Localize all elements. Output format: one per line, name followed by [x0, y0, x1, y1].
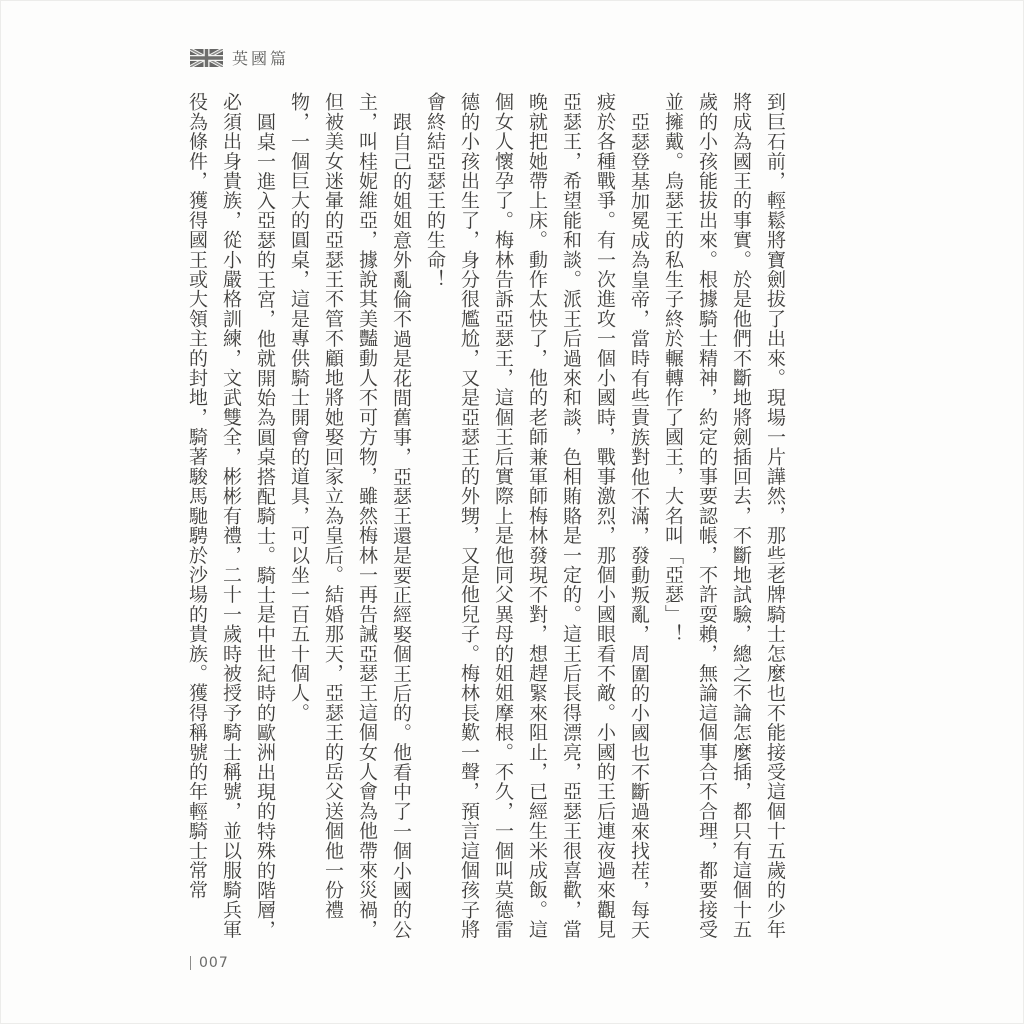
paragraph-guinevere-marriage: 跟自己的姐姐意外亂倫不過是花間舊事，亞瑟王還是要正經娶個王后的。他看中了一個小國的公主，叫桂妮維亞，據說其美豔動人不可方物，雖然梅林一再告誡亞瑟王這個女人會為他帶來災禍，但被美女迷暈的亞瑟王不管不顧地將她娶回家立為皇后。結婚那天，亞瑟王的岳父送個他一份禮物，一個巨大的圓桌，這是專供騎士開會的道具，可以坐一百五十個人。	[288, 92, 412, 940]
paragraph-round-table-knights: 圓桌一進入亞瑟的王宮，他就開始為圓桌搭配騎士。騎士是中世紀時的歐洲出現的特殊的階層，必須出身貴族，從小嚴格訓練，文武雙全，彬彬有禮，二十一歲時被授予騎士稱號，並以服騎兵軍役為條件，獲得國王或大領主的封地，騎著駿馬馳騁於沙場的貴族。獲得稱號的年輕騎士常常	[186, 92, 276, 940]
page-footer	[190, 955, 229, 971]
footer-divider	[190, 956, 191, 970]
chapter-title: 英國篇	[232, 49, 290, 68]
paragraph-arthur-coronation: 亞瑟登基加冕成為皇帝，當時有些貴族對他不滿，發動叛亂，周圍的小國也不斷過來找茬，每天疲於各種戰爭。有一次進攻一個小國時，戰事激烈，那個小國眼看不敵。小國的王后連夜過來觀見亞瑟王，希望能和談。派王后過來和談，色相賄賂是一定的。這王后長得漂亮，亞瑟王很喜歡，當晚就把她帶上床。動作太快了，他的老師兼軍師梅林發現不對，想趕緊來阻止，已經生米成飯。這個女人懷孕了。梅林告訴亞瑟王，這個王后實際上是他同父異母的姐姐摩根。不久，一個叫莫德雷德的小孩出生了，身分很尷尬，又是亞瑟王的外甥，又是他兒子。梅林長歎一聲，預言這個孩子將會終結亞瑟王的生命！	[424, 92, 650, 940]
story-text-block	[170, 92, 792, 944]
page-number: 007	[199, 955, 229, 971]
union-jack-icon	[190, 49, 223, 67]
chapter-header	[190, 46, 289, 69]
paragraph-sword-in-stone: 到巨石前，輕鬆將寶劍拔了出來。現場一片譁然，那些老牌騎士怎麼也不能接受這個十五歲的少年將成為國王的事實。於是他們不斷地將劍插回去，不斷地試驗，總之不論怎麼插，都只有這個十五歲的小孩能拔出來。根據騎士精神，約定的事要認帳，不許耍賴，無論這個事合不合理，都要接受並擁戴。烏瑟王的私生子終於輾轉作了國王，大名叫「亞瑟」！	[662, 92, 786, 940]
